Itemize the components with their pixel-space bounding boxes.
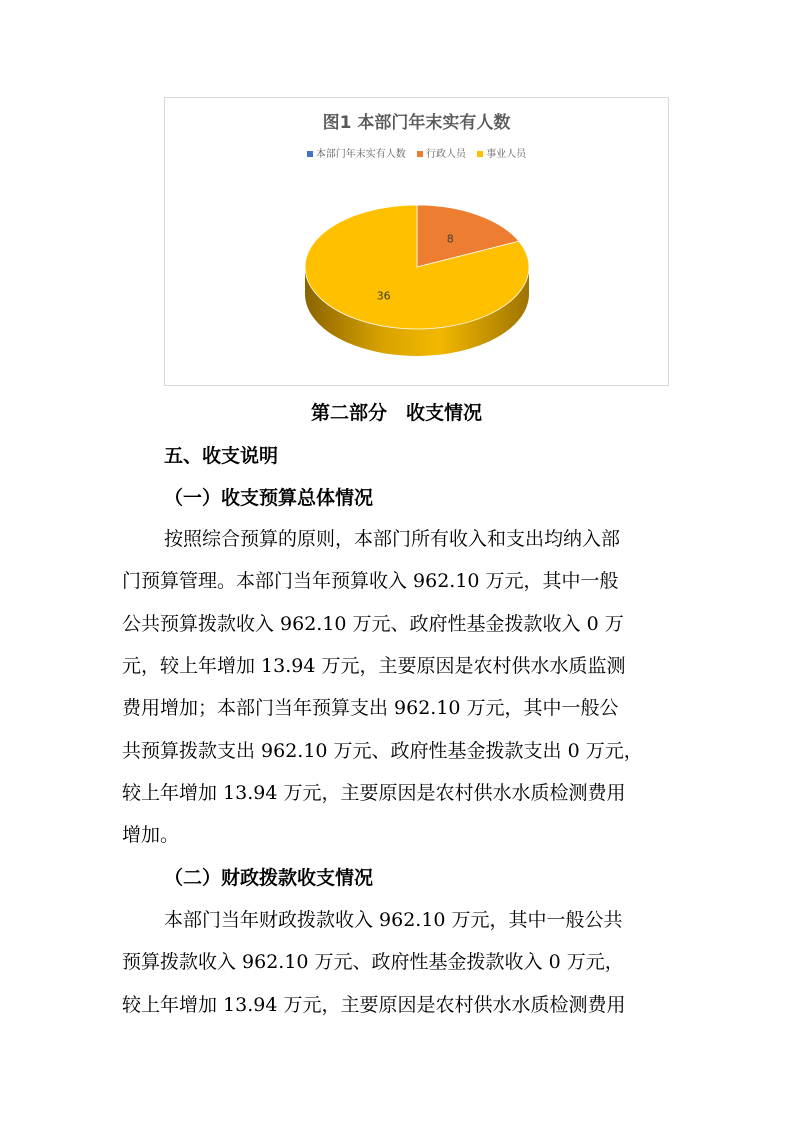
pie-data-label-0: 8: [446, 232, 454, 246]
chart-title: 图1 本部门年末实有人数: [322, 113, 511, 133]
heading-budget-overview: （一）收支预算总体情况: [164, 487, 374, 509]
paragraph-line: 较上年增加 13.94 万元，主要原因是农村供水水质检测费用: [122, 994, 626, 1016]
legend-label-total: 本部门年末实有人数: [315, 149, 406, 160]
staff-pie-chart: [164, 97, 669, 386]
legend-label-institution: 事业人员: [486, 149, 527, 160]
heading-income-expense-notes: 五、收支说明: [164, 445, 279, 467]
paragraph-line: 较上年增加 13.94 万元，主要原因是农村供水水质检测费用: [122, 782, 626, 804]
paragraph-line: 按照综合预算的原则，本部门所有收入和支出均纳入部: [164, 528, 621, 550]
section-title: 第二部分 收支情况: [310, 402, 482, 424]
paragraph-line: 本部门当年财政拨款收入 962.10 万元，其中一般公共: [164, 909, 623, 931]
paragraph-line: 增加。: [122, 824, 180, 846]
heading-fiscal-appropriation: （二）财政拨款收支情况: [164, 867, 374, 889]
paragraph-line: 费用增加；本部门当年预算支出 962.10 万元，其中一般公: [122, 697, 619, 719]
pie-plot: [165, 98, 670, 387]
paragraph-line: 公共预算拨款收入 962.10 万元、政府性基金拨款收入 0 万: [122, 613, 624, 635]
paragraph-line: 元，较上年增加 13.94 万元，主要原因是农村供水水质监测: [122, 655, 626, 677]
legend-label-admin: 行政人员: [426, 149, 466, 160]
paragraph-line: 预算拨款收入 962.10 万元、政府性基金拨款收入 0 万元，: [122, 951, 624, 973]
pie-data-label-1: 36: [376, 289, 391, 303]
paragraph-line: 共预算拨款支出 962.10 万元、政府性基金拨款支出 0 万元，: [122, 740, 643, 762]
paragraph-line: 门预算管理。本部门当年预算收入 962.10 万元，其中一般: [122, 570, 619, 592]
